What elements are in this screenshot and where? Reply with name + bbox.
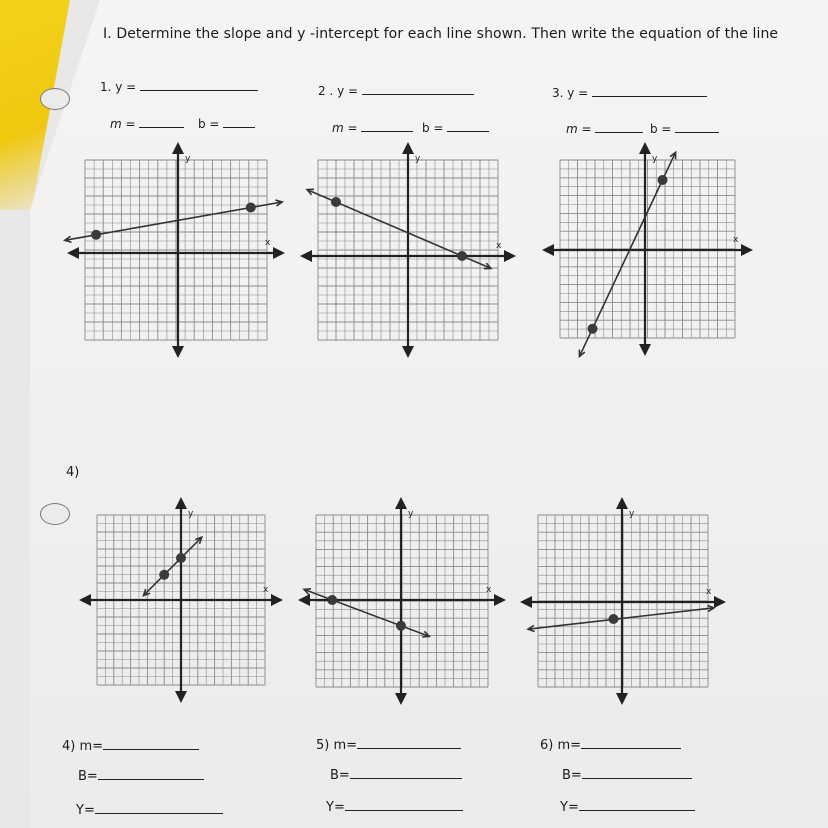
x-axis-arrow-right bbox=[504, 250, 516, 262]
x-axis-label: x bbox=[706, 587, 712, 597]
instructions-heading: I. Determine the slope and y -intercept for each line shown. Then write the equation of the line bbox=[103, 26, 779, 42]
x-axis-arrow-left bbox=[520, 596, 532, 608]
plotted-point-2 bbox=[246, 203, 256, 213]
x-axis-arrow-left bbox=[79, 594, 91, 606]
y-axis-arrow-up bbox=[639, 142, 651, 154]
y-axis-arrow-down bbox=[616, 693, 628, 705]
x-axis-label: x bbox=[263, 585, 269, 595]
y-axis-arrow-up bbox=[616, 497, 628, 509]
y-axis-arrow-up bbox=[175, 497, 187, 509]
graph-5 bbox=[286, 485, 518, 717]
plotted-point-1 bbox=[327, 595, 337, 605]
x-axis-arrow-left bbox=[298, 594, 310, 606]
grid bbox=[85, 160, 267, 340]
binder-hole-top bbox=[40, 88, 70, 110]
x-axis-label: x bbox=[486, 585, 492, 595]
x-axis-arrow-right bbox=[271, 594, 283, 606]
y-axis-arrow-up bbox=[395, 497, 407, 509]
problem-4-slope: 4) m= bbox=[62, 737, 199, 754]
y-axis-label: y bbox=[185, 154, 191, 164]
plotted-point-2 bbox=[396, 621, 406, 631]
problem-3-slope: m = bbox=[566, 120, 643, 136]
x-axis-arrow-right bbox=[741, 244, 753, 256]
problem-5-intercept: B= bbox=[330, 766, 462, 783]
problem-3-equation: 3. y = bbox=[552, 84, 707, 100]
problem-6-intercept: B= bbox=[562, 766, 692, 783]
problem-5-slope: 5) m= bbox=[316, 736, 461, 753]
y-axis-arrow-down bbox=[172, 346, 184, 358]
x-axis-arrow-left bbox=[542, 244, 554, 256]
graph-4 bbox=[67, 485, 295, 715]
y-axis-label: y bbox=[415, 154, 421, 164]
y-axis-arrow-down bbox=[395, 693, 407, 705]
axes bbox=[79, 497, 283, 703]
problem-2-intercept: b = bbox=[422, 119, 489, 135]
problem-1-slope: m = bbox=[110, 115, 184, 131]
y-axis-arrow-down bbox=[639, 344, 651, 356]
graph-1 bbox=[55, 130, 297, 370]
graph-2 bbox=[288, 130, 528, 370]
y-axis-arrow-down bbox=[175, 691, 187, 703]
section-4-number: 4) bbox=[66, 465, 80, 480]
plotted-point-1 bbox=[91, 230, 101, 240]
x-axis-label: x bbox=[496, 241, 502, 251]
problem-6-slope: 6) m= bbox=[540, 736, 681, 753]
y-axis-arrow-down bbox=[402, 346, 414, 358]
graph-6 bbox=[508, 485, 738, 717]
axes bbox=[520, 497, 726, 705]
problem-6-equation: Y= bbox=[560, 798, 695, 815]
problem-2-equation: 2 . y = bbox=[318, 82, 474, 98]
y-axis-arrow-up bbox=[172, 142, 184, 154]
problem-1-equation: 1. y = bbox=[100, 78, 258, 94]
problem-5-equation: Y= bbox=[326, 798, 463, 815]
x-axis-label: x bbox=[265, 238, 271, 248]
plotted-point-2 bbox=[159, 570, 169, 580]
x-axis-arrow-left bbox=[300, 250, 312, 262]
problem-1-intercept: b = bbox=[198, 115, 255, 131]
plotted-point-1 bbox=[176, 553, 186, 563]
problem-3-intercept: b = bbox=[650, 120, 719, 136]
plotted-point-2 bbox=[588, 324, 598, 334]
problem-4-equation: Y= bbox=[76, 801, 223, 818]
x-axis-arrow-right bbox=[273, 247, 285, 259]
x-axis-arrow-right bbox=[494, 594, 506, 606]
x-axis-label: x bbox=[733, 235, 739, 245]
plotted-point-1 bbox=[658, 175, 668, 185]
y-axis-label: y bbox=[629, 509, 635, 519]
binder-hole-bottom bbox=[40, 503, 70, 525]
plotted-point-1 bbox=[609, 614, 619, 624]
plotted-point-1 bbox=[331, 197, 341, 207]
problem-4-intercept: B= bbox=[78, 767, 204, 784]
y-axis-arrow-up bbox=[402, 142, 414, 154]
x-axis-arrow-left bbox=[67, 247, 79, 259]
graph-3 bbox=[530, 130, 765, 368]
problem-2-slope: m = bbox=[332, 119, 413, 135]
plotted-point-2 bbox=[457, 251, 467, 261]
y-axis-label: y bbox=[188, 509, 194, 519]
y-axis-label: y bbox=[652, 154, 658, 164]
y-axis-label: y bbox=[408, 509, 414, 519]
x-axis-arrow-right bbox=[714, 596, 726, 608]
